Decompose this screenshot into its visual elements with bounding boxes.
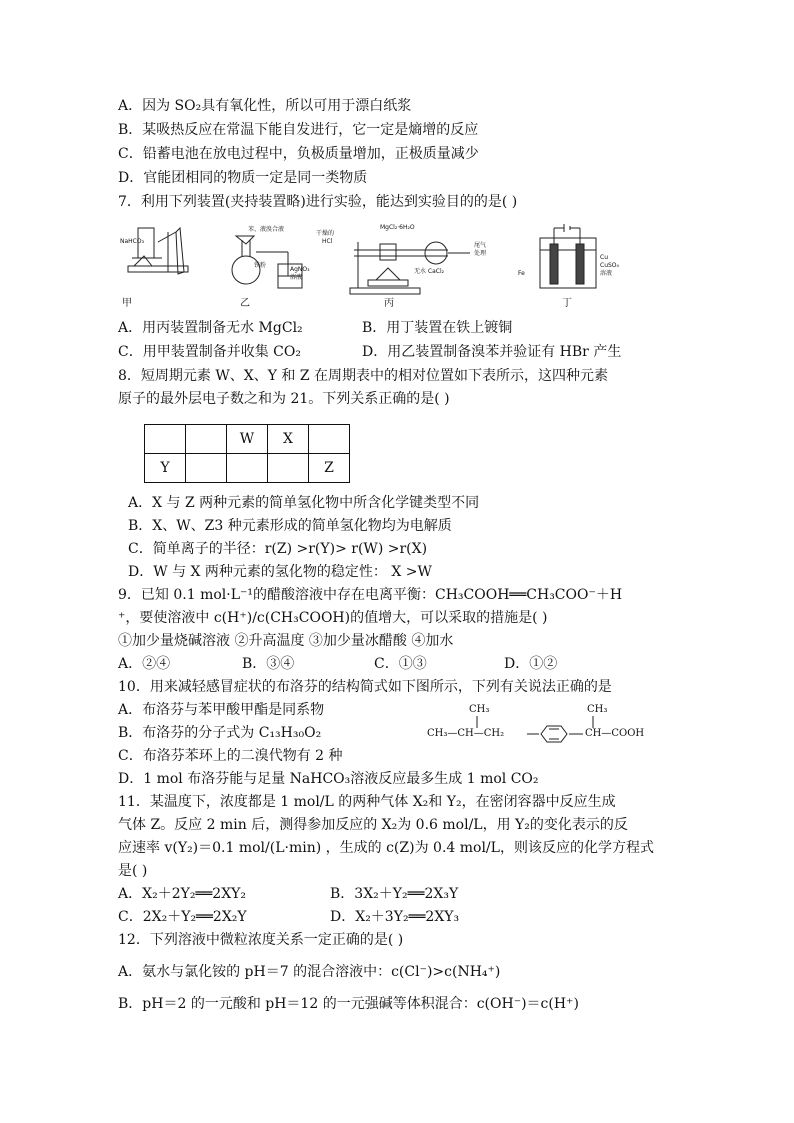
q6-option-a: A．因为 SO₂具有氧化性，所以可用于漂白纸浆 — [118, 98, 412, 114]
q12-option-b: B．pH＝2 的一元酸和 pH＝12 的一元强碱等体积混合：c(OH⁻)＝c(H⁺) — [118, 996, 579, 1012]
label-tail-gas-2: 处理 — [474, 250, 487, 257]
periodic-table-fragment — [144, 424, 350, 483]
label-yi: 乙 — [240, 298, 250, 309]
q11-option-b: B．3X₂＋Y₂══2X₃Y — [330, 886, 459, 902]
table-cell — [145, 425, 186, 454]
q7-option-b: B．用丁装置在铁上镀铜 — [362, 320, 513, 336]
table-cell: X — [268, 425, 309, 454]
structure-ch3-right: CH₃ — [587, 704, 608, 715]
table-row — [145, 454, 350, 483]
q9-option-b: B．③④ — [242, 656, 295, 672]
q12-stem: 12．下列溶液中微粒浓度关系一定正确的是( ) — [118, 932, 404, 948]
structure-left-chain: CH₃—CH—CH₂ — [427, 728, 505, 739]
q11-stem-line3: 应速率 v(Y₂)＝0.1 mol/(L·min) ，生成的 c(Z)为 0.4 mol/L，则该反应的化学方程式 — [118, 840, 654, 856]
q6-option-d: D．官能团相同的物质一定是同一类物质 — [118, 170, 368, 186]
label-dry-hcl-1: 干燥的 — [316, 230, 335, 237]
q10-stem: 10．用来减轻感冒症状的布洛芬的结构简式如下图所示，下列有关说法正确的是 — [118, 679, 612, 695]
q9-stem-line2: ⁺，要使溶液中 c(H⁺)/c(CH₃COOH)的值增大，可以采取的措施是( ) — [118, 610, 548, 626]
q8-option-c: C．简单离子的半径：r(Z) >r(Y)> r(W) >r(X) — [128, 541, 428, 557]
ding-cell — [540, 238, 596, 288]
table-cell — [268, 454, 309, 483]
q9-option-a: A．②④ — [118, 656, 171, 672]
structure-right-chain: CH—COOH — [585, 728, 645, 739]
q11-stem-line2: 气体 Z。反应 2 min 后，测得参加反应的 X₂为 0.6 mol/L，用 Y₂的变化表示的反 — [118, 817, 628, 833]
q9-option-d: D．①② — [504, 656, 558, 672]
q10-option-c: C．布洛芬苯环上的二溴代物有 2 种 — [118, 748, 343, 764]
label-cacl2: 无水 CaCl₂ — [414, 268, 445, 275]
q11-stem-line1: 11．某温度下，浓度都是 1 mol/L 的两种气体 X₂和 Y₂，在密闭容器中反应生成 — [118, 794, 616, 810]
label-ding: 丁 — [562, 298, 572, 309]
label-benzene-bromine: 苯、液溴合液 — [248, 226, 285, 233]
table-cell: W — [227, 425, 268, 454]
q6-option-c: C．铅蓄电池在放电过程中，负极质量增加，正极质量减少 — [118, 146, 479, 162]
table-cell: Y — [145, 454, 186, 483]
label-mgcl2: MgCl₂·6H₂O — [380, 224, 415, 231]
label-cuso4: CuSO₄ — [600, 262, 619, 269]
q6-option-b: B．某吸热反应在常温下能自发进行，它一定是熵增的反应 — [118, 122, 479, 138]
q11-option-d: D．X₂＋3Y₂══2XY₃ — [330, 909, 460, 925]
q7-option-c: C．用甲装置制备并收集 CO₂ — [118, 344, 301, 360]
q11-stem-line4: 是( ) — [118, 863, 148, 879]
label-nahco3: NaHCO₃ — [120, 238, 144, 245]
q8-stem-line1: 8．短周期元素 W、X、Y 和 Z 在周期表中的相对位置如下表所示，这四种元素 — [118, 368, 609, 384]
q7-apparatus-figure — [118, 222, 638, 322]
q10-option-a: A．布洛芬与苯甲酸甲酯是同系物 — [118, 702, 325, 718]
label-agno3: AgNO₃ — [290, 266, 310, 273]
label-tail-gas-1: 尾气 — [474, 242, 487, 249]
table-row — [145, 425, 350, 454]
benzene-ring — [541, 726, 567, 742]
q8-option-b: B．X、W、Z3 种元素形成的简单氢化物均为电解质 — [128, 518, 452, 534]
label-iron-powder: 铁粉 — [254, 262, 267, 269]
apparatus-drawing — [118, 222, 638, 322]
label-fe: Fe — [518, 270, 525, 277]
ding-cu-electrode — [576, 244, 584, 284]
benzene-ring-drawing — [425, 704, 665, 744]
label-cu: Cu — [600, 254, 608, 261]
yi-funnel — [236, 236, 254, 244]
q8-stem-line2: 原子的最外层电子数之和为 21。下列关系正确的是( ) — [118, 391, 450, 407]
label-jia: 甲 — [122, 298, 132, 309]
table-cell — [309, 425, 350, 454]
q9-measures: ①加少量烧碱溶液 ②升高温度 ③加少量冰醋酸 ④加水 — [118, 633, 454, 649]
table-cell: Z — [309, 454, 350, 483]
q11-option-c: C．2X₂＋Y₂══2X₂Y — [118, 909, 247, 925]
q7-stem: 7．利用下列装置(夹持装置略)进行实验，能达到实验目的的是( ) — [118, 194, 518, 210]
structure-ch3-left: CH₃ — [469, 704, 490, 715]
q12-option-a: A．氨水与氯化铵的 pH＝7 的混合溶液中：c(Cl⁻)>c(NH₄⁺) — [118, 964, 501, 980]
q8-option-d: D．W 与 X 两种元素的氢化物的稳定性： X >W — [128, 564, 432, 580]
table-cell — [186, 454, 227, 483]
q9-option-c: C．①③ — [374, 656, 427, 672]
jia-delivery-tube — [158, 232, 176, 242]
label-dry-hcl-2: HCl — [322, 238, 333, 245]
q8-option-a: A．X 与 Z 两种元素的简单氢化物中所含化学键类型不同 — [128, 495, 480, 511]
q10-option-b: B．布洛芬的分子式为 C₁₃H₃₀O₂ — [118, 725, 322, 741]
bing-cacl2-bulb — [425, 242, 447, 264]
q9-stem-line1: 9．已知 0.1 mol·L⁻¹的醋酸溶液中存在电离平衡：CH₃COOH══CH₃COO⁻＋H — [118, 587, 623, 603]
q10-option-d: D．1 mol 布洛芬能与足量 NaHCO₃溶液反应最多生成 1 mol CO₂ — [118, 771, 539, 787]
q7-option-a: A．用丙装置制备无水 MgCl₂ — [118, 320, 303, 336]
q11-option-a: A．X₂＋2Y₂══2XY₂ — [118, 886, 247, 902]
table-cell — [186, 425, 227, 454]
label-bing: 丙 — [384, 298, 394, 309]
label-cuso4-solution: 溶液 — [600, 270, 613, 277]
ding-fe-electrode — [550, 244, 558, 284]
jia-collection-tube — [176, 228, 184, 274]
bing-lamp — [376, 268, 400, 280]
q7-option-d: D．用乙装置制备溴苯并验证有 HBr 产生 — [362, 344, 622, 360]
ibuprofen-structure — [425, 704, 665, 744]
yi-flask — [232, 256, 260, 284]
table-cell — [227, 454, 268, 483]
label-agno3-solution: 溶液 — [290, 274, 303, 281]
